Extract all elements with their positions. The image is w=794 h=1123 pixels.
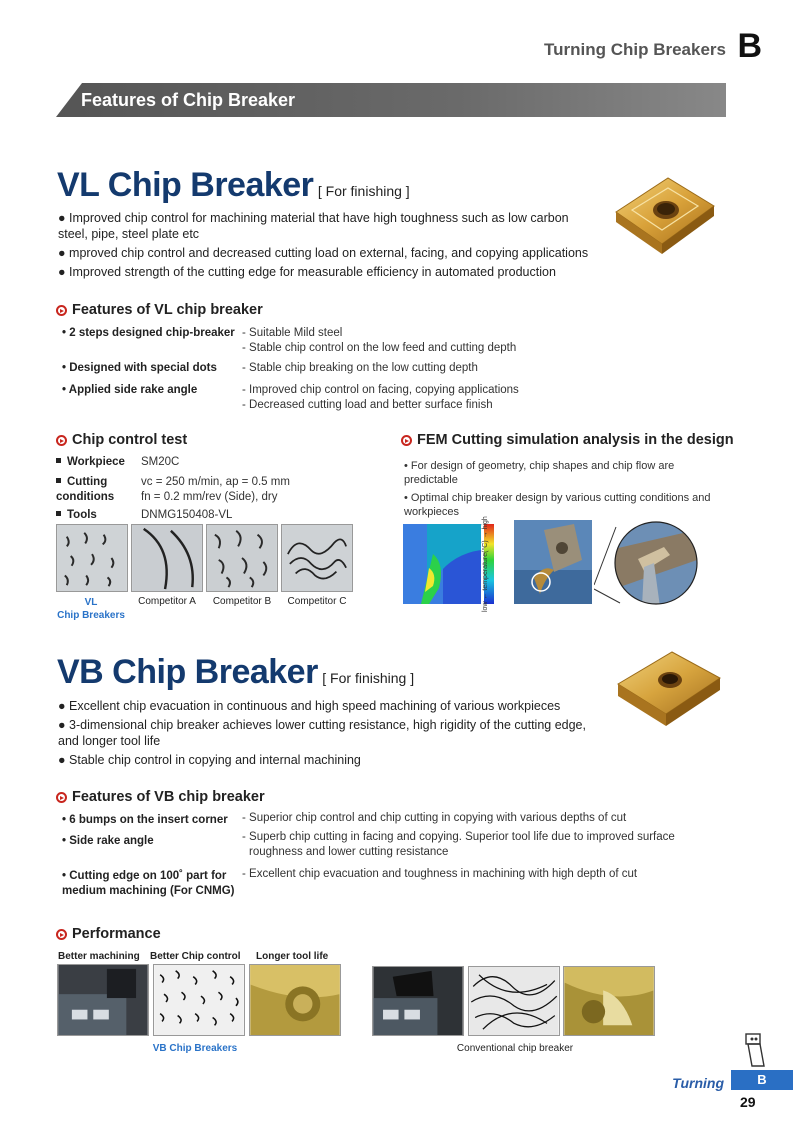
- vl-title: VL Chip Breaker: [57, 166, 314, 204]
- footer-category: Turning: [672, 1075, 724, 1091]
- conventional-chip-photo: [468, 966, 560, 1036]
- vb-bullets: [58, 698, 598, 771]
- workpiece-label: Workpiece: [56, 455, 125, 470]
- vb-feature-desc: - Superb chip cutting in facing and copying. Superior tool life due to improved surface roughness and lower cutting resistance: [242, 831, 675, 858]
- perf-label-machining: Better machining: [58, 951, 140, 962]
- band-title: Features of Chip Breaker: [81, 90, 296, 110]
- competitor-c-caption: Competitor C: [287, 596, 347, 607]
- vl-bullet: ● Improved chip control for machining material that have high toughness such as low carbon steel, pipe, steel plate etc: [58, 211, 569, 241]
- vl-insert-image: [610, 172, 720, 260]
- fem-bullets: [404, 459, 714, 519]
- vb-insert-image: [612, 646, 726, 732]
- competitor-a-caption: Competitor A: [138, 596, 196, 607]
- vl-feature-desc: - Stable chip breaking on the low cutting depth: [242, 362, 478, 374]
- vl-bullets: [58, 210, 598, 283]
- vb-feature-label: • Cutting edge on 100˚ part for medium machining (For CNMG): [62, 870, 235, 897]
- vb-feature-desc: - Excellent chip evacuation and toughness in machining with high depth of cut: [242, 868, 638, 880]
- section-title: Turning Chip Breakers: [544, 40, 726, 59]
- vb-machining-photo: [57, 964, 149, 1036]
- section-letter: B: [737, 27, 762, 65]
- vl-caption: VL Chip Breakers: [57, 597, 125, 621]
- vl-bullet: ● mproved chip control and decreased cutting load on external, facing, and copying applications: [58, 246, 589, 260]
- conventional-tool-life-photo: [563, 966, 655, 1036]
- conventional-caption: Conventional chip breaker: [456, 1043, 574, 1054]
- vl-feature-desc: - Suitable Mild steel - Stable chip control on the low feed and cutting depth: [242, 327, 517, 354]
- vl-feature-label: • 2 steps designed chip-breaker: [62, 327, 235, 339]
- fem-bullet: • Optimal chip breaker design by various cutting conditions and workpieces: [404, 492, 711, 518]
- arrow-circle-icon: [56, 792, 67, 803]
- fem-bullet: • For design of geometry, chip shapes and chip flow are predictable: [404, 460, 675, 486]
- vb-bullet: ● Excellent chip evacuation in continuous and high speed machining of various workpieces: [58, 699, 561, 713]
- perf-label-chip-control: Better Chip control: [150, 951, 241, 962]
- vb-subtitle: [ For finishing ]: [322, 670, 415, 686]
- fem-tool-photo: [514, 520, 592, 604]
- vb-title: VB Chip Breaker: [57, 653, 318, 691]
- cutting-label: Cutting conditions: [56, 476, 115, 503]
- vl-chip-photo: [56, 524, 128, 592]
- chip-test-heading: Chip control test: [56, 432, 187, 448]
- fem-simulation-image: [403, 524, 481, 604]
- turning-tool-icon: [742, 1032, 768, 1068]
- footer-letter: B: [731, 1070, 793, 1090]
- arrow-circle-icon: [56, 305, 67, 316]
- vl-feature-desc: - Improved chip control on facing, copying applications - Decreased cutting load and better surface finish: [242, 384, 519, 411]
- perf-label-tool-life: Longer tool life: [256, 951, 329, 962]
- vb-feature-label: • Side rake angle: [62, 835, 154, 847]
- fem-zoom-photo: [594, 519, 700, 607]
- vb-feature-desc: - Superior chip control and chip cutting in copying with various depths of cut: [242, 812, 627, 824]
- arrow-circle-icon: [401, 435, 412, 446]
- arrow-circle-icon: [56, 929, 67, 940]
- vl-feature-label: • Applied side rake angle: [62, 384, 198, 396]
- workpiece-value: SM20C: [141, 456, 180, 468]
- tools-value: DNMG150408-VL: [141, 509, 233, 521]
- vb-performance-caption: VB Chip Breakers: [152, 1043, 238, 1054]
- temperature-scale-label: low ← temperature(°C) → high: [482, 516, 489, 612]
- vl-subtitle: [ For finishing ]: [317, 183, 410, 199]
- vb-chip-photo: [153, 964, 245, 1036]
- page-number: 29: [740, 1094, 756, 1110]
- vl-features-heading: Features of VL chip breaker: [56, 302, 263, 318]
- vb-bullet: ● 3-dimensional chip breaker achieves lower cutting resistance, high rigidity of the cutting edge, and longer tool life: [58, 718, 586, 748]
- fem-heading: FEM Cutting simulation analysis in the design: [401, 432, 734, 448]
- competitor-b-caption: Competitor B: [212, 596, 272, 607]
- vb-tool-life-photo: [249, 964, 341, 1036]
- band-corner-cut: [56, 83, 82, 117]
- vl-title-block: [57, 166, 410, 205]
- arrow-circle-icon: [56, 435, 67, 446]
- vb-feature-label: • 6 bumps on the insert corner: [62, 814, 228, 826]
- competitor-a-photo: [131, 524, 203, 592]
- competitor-c-photo: [281, 524, 353, 592]
- vl-feature-label: • Designed with special dots: [62, 362, 217, 374]
- cutting-values: vc = 250 m/min, ap = 0.5 mm fn = 0.2 mm/rev (Side), dry: [141, 476, 290, 503]
- performance-heading: Performance: [56, 926, 161, 942]
- vb-bullet: ● Stable chip control in copying and internal machining: [58, 753, 361, 767]
- conventional-machining-photo: [372, 966, 464, 1036]
- vb-title-block: [57, 653, 414, 692]
- tools-label: Tools: [56, 508, 97, 523]
- vl-bullet: ● Improved strength of the cutting edge for measurable efficiency in automated production: [58, 265, 556, 279]
- competitor-b-photo: [206, 524, 278, 592]
- vb-features-heading: Features of VB chip breaker: [56, 789, 265, 805]
